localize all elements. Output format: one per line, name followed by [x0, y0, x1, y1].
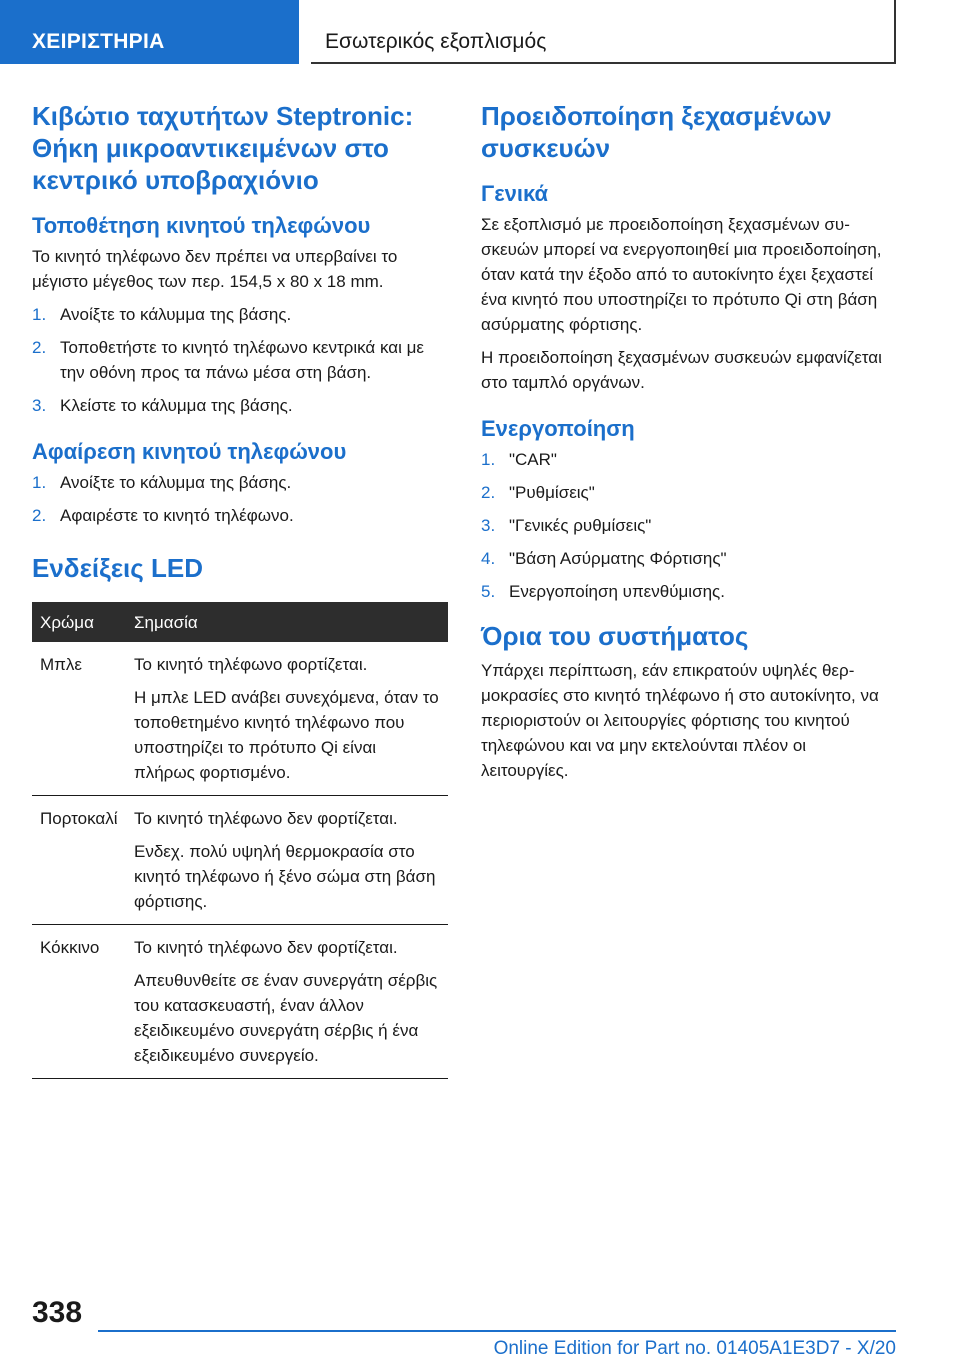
heading-removing-phone: Αφαίρεση κινητού τηλεφώνου	[32, 439, 347, 464]
heading-general: Γενικά	[481, 181, 549, 206]
led-table	[32, 602, 448, 1079]
limits-text: Υπάρχει περίπτωση, εάν επικρατούν υψηλές θερμοκρασίες στο κινητό τηλέφωνο ή στο αυτοκίνητο, να περιοριστούν οι λειτουργίες φόρτισης του κινητού τηλεφώνου και να μην εκτελούνται πλέον οι λειτουργίες.	[481, 661, 879, 780]
section-title-forgotten-devices: Προειδοποίηση ξεχασμένων συσκευών	[481, 101, 832, 163]
list-item: 5. Ενεργοποίηση υπενθύμισης.	[481, 582, 725, 601]
heading-led-indicators: Ενδείξεις LED	[32, 553, 204, 583]
right-column	[481, 100, 896, 791]
col-color-header: Χρώμα	[32, 602, 126, 642]
chapter-title: Εσωτερικός εξοπλισμός	[311, 0, 896, 64]
section-title-storage: Κιβώτιο ταχυτήτων Steptronic: Θήκη μικροαντικειμένων στο κεντρικό υποβραχιόνιο	[32, 101, 414, 195]
general-text-1: Σε εξοπλισμό με προειδοποίηση ξεχασμένων συσκευών μπορεί να ενεργοποιηθεί μια προειδοποίηση, όταν κατά την έξοδο από το αυτοκίνητο έχει ξεχαστεί ένα κινητό που υποστηρίζει το πρότυπο Qi στη βάση ασύρματης φόρτισης.	[481, 215, 882, 334]
heading-placing-phone: Τοποθέτηση κινητού τηλεφώνου	[32, 213, 371, 238]
footer-divider	[98, 1330, 896, 1332]
heading-activation: Ενεργοποίηση	[481, 416, 635, 441]
list-item: 1. Ανοίξτε το κάλυμμα της βάσης.	[32, 473, 292, 492]
page-number: 338	[32, 1296, 83, 1329]
table-row	[32, 925, 448, 1079]
list-item: 2. Τοποθετήστε το κινητό τηλέφωνο κεντρικά και με την οθόνη προς τα πάνω μέσα στη βάση.	[32, 338, 424, 382]
list-item: 3. Κλείστε το κάλυμμα της βάσης.	[32, 396, 293, 415]
list-item: 4. "Βάση Ασύρματης Φόρτισης"	[481, 549, 727, 568]
placing-steps	[32, 302, 448, 418]
activation-steps	[481, 447, 896, 604]
list-item: 3. "Γενικές ρυθμίσεις"	[481, 516, 652, 535]
left-column	[32, 100, 448, 1079]
list-item: 1. "CAR"	[481, 450, 557, 469]
led-color: Πορτοκαλί	[32, 796, 126, 925]
heading-system-limits: Όρια του συστήματος	[481, 621, 749, 651]
table-header-row	[32, 602, 448, 642]
removing-steps	[32, 470, 448, 528]
list-item: 2. "Ρυθμίσεις"	[481, 483, 595, 502]
led-color: Μπλε	[32, 642, 126, 796]
footer-edition: Online Edition for Part no. 01405A1E3D7 - X/20	[493, 1338, 896, 1359]
led-meaning: Το κινητό τηλέφωνο δεν φορτίζεται. Απευθυνθείτε σε έναν συνεργάτη σέρβις του κατασκευαστή, έναν άλλον εξειδικευμένο συνεργάτη σέρβις ή ένα εξειδικευμένο συνεργείο.	[126, 925, 448, 1079]
placing-text: Το κινητό τηλέφωνο δεν πρέπει να υπερβαίνει το μέγιστο μέγεθος των περ. 154,5 x 80 x 18 mm.	[32, 247, 398, 291]
general-text-2: Η προειδοποίηση ξεχασμένων συσκευών εμφανίζεται στο ταμπλό οργάνων.	[481, 348, 882, 392]
led-color: Κόκκινο	[32, 925, 126, 1079]
list-item: 2. Αφαιρέστε το κινητό τηλέφωνο.	[32, 506, 294, 525]
list-item: 1. Ανοίξτε το κάλυμμα της βάσης.	[32, 305, 292, 324]
table-row	[32, 642, 448, 796]
led-meaning: Το κινητό τηλέφωνο δεν φορτίζεται. Ενδεχ. πολύ υψηλή θερμοκρασία στο κινητό τηλέφωνο ή ξένο σώμα στη βάση φόρτισης.	[126, 796, 448, 925]
col-meaning-header: Σημασία	[126, 602, 448, 642]
led-meaning: Το κινητό τηλέφωνο φορτίζεται. Η μπλε LED ανάβει συνεχόμενα, όταν το τοποθετημένο κινητό τηλέφωνο που υποστηρίζει το πρότυπο Qi είναι πλήρως φορτισμένο.	[126, 642, 448, 796]
table-row	[32, 796, 448, 925]
section-tab: ΧΕΙΡΙΣΤΗΡΙΑ	[0, 0, 299, 64]
